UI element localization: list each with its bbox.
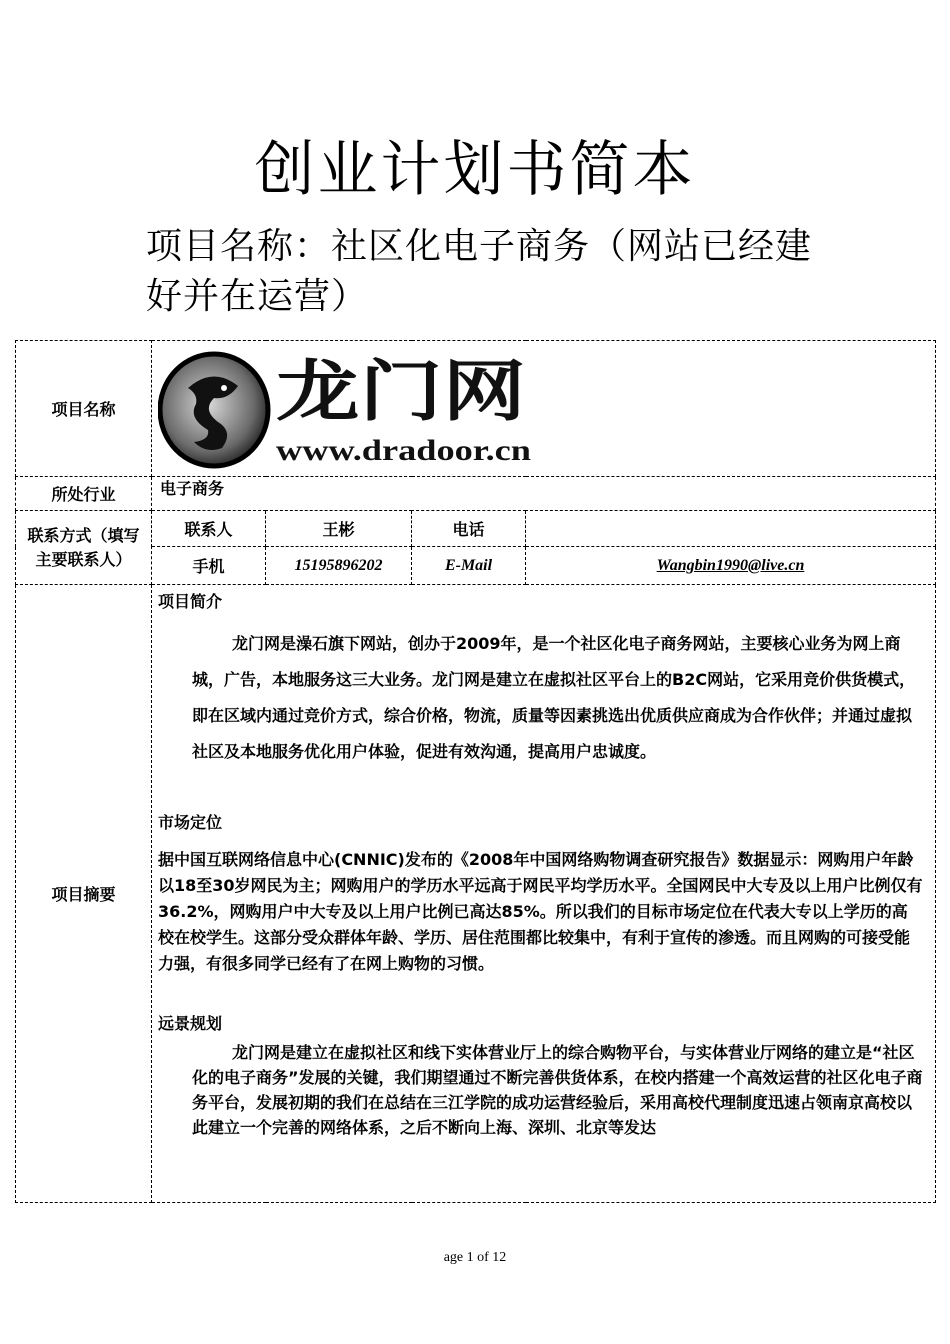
dragon-logo-icon <box>158 348 538 470</box>
summary-label: 项目摘要 <box>16 585 152 1203</box>
intro-heading: 项目简介 <box>158 592 223 611</box>
email-link[interactable]: Wangbin1990@live.cn <box>526 547 936 585</box>
logo-cell <box>152 341 936 477</box>
email-label: E-Mail <box>412 547 526 585</box>
mobile-label: 手机 <box>152 547 266 585</box>
industry-value <box>152 477 936 511</box>
plan-table <box>15 340 936 1203</box>
logo-url: www.dradoor.cn <box>276 433 532 467</box>
contact-label <box>16 511 152 585</box>
intro-paragraph: 龙门网是澡石旗下网站，创办于2009年，是一个社区化电子商务网站，主要核心业务为网上商城，广告，本地服务这三大业务。龙门网是建立在虚拟社区平台上的B2C网站，它采用竞价供货模式，即在区域内通过竞价方式，综合价格，物流，质量等因素挑选出优质供应商成为合作伙伴；并通过虚拟社区及本地服务优化用户体验，促进有效沟通，提高用户忠诚度。 <box>192 634 916 761</box>
contact-label-text: 联系方式（填写主要联系人） <box>27 525 140 569</box>
vision-paragraph: 龙门网是建立在虚拟社区和线下实体营业厅上的综合购物平台，与实体营业厅网络的建立是“社区化的电子商务”发展的关键，我们期望通过不断完善供货体系，在校内搭建一个高效运营的社区化电子商务平台，发展初期的我们在总结在三江学院的成功运营经验后，采用高校代理制度迅速占领南京高校以此建立一个完善的网络体系，之后不断向上海、深圳、北京等发达 <box>192 1043 923 1137</box>
logo-text-cn: 龙门网 <box>276 352 526 430</box>
document-title: 创业计划书简本 <box>254 135 696 205</box>
document-subtitle: 项目名称：社区化电子商务（网站已经建好并在运营） <box>146 226 813 317</box>
contact-person-value: 王彬 <box>266 511 412 547</box>
contact-person-label: 联系人 <box>152 511 266 547</box>
summary-cell <box>152 585 936 1203</box>
page-footer: age 1 of 12 <box>443 1250 507 1265</box>
phone-label: 电话 <box>412 511 526 547</box>
market-heading: 市场定位 <box>158 813 223 832</box>
market-paragraph: 据中国互联网络信息中心(CNNIC)发布的《2008年中国网络购物调查研究报告》数据显示：网购用户年龄以18至30岁网民为主；网购用户的学历水平远高于网民平均学历水平。全国网民中大专及以上用户比例仅有36.2%，网购用户中大专及以上用户比例已高达85%。所以我们的目标市场定位在代表大专以上学历的高校在校学生。这部分受众群体年龄、学历、居住范围都比较集中，有利于宣传的渗透。而且网购的可接受能力强，有很多同学已经有了在网上购物的习惯。 <box>158 850 923 973</box>
industry-label: 所处行业 <box>16 477 152 511</box>
phone-value <box>526 511 936 547</box>
project-name-label: 项目名称 <box>16 341 152 477</box>
vision-heading: 远景规划 <box>158 1014 223 1033</box>
mobile-value: 15195896202 <box>266 547 412 585</box>
industry-text: 电子商务 <box>160 479 225 498</box>
